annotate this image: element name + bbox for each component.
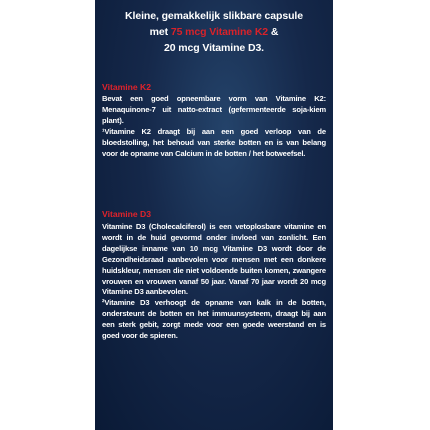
- headline-line-1: Kleine, gemakkelijk slikbare capsule: [125, 10, 303, 22]
- headline-k2-dose: 75 mcg Vitamine K2: [170, 26, 269, 38]
- k2-paragraph-2: ¹Vitamine K2 draagt bij aan een goed verloop van de bloedstolling, het behoud van sterke botten en is van belang voor de opname van Calcium in de botten / het botweefsel.: [102, 126, 326, 158]
- headline: [95, 8, 333, 56]
- section-body-d3: [102, 222, 326, 342]
- headline-line-2: [95, 24, 333, 40]
- d3-paragraph-2: ²Vitamine D3 verhoogt de opname van kalk in de botten, ondersteunt de botten en het immuunsysteem, draagt bij aan een sterk gebit, zorgt mede voor een goede weerstand en is goed voor de spieren.: [102, 298, 326, 341]
- d3-paragraph-1: Vitamine D3 (Cholecalciferol) is een vetoplosbare vitamine en wordt in de huid gevormd onder invloed van zonlicht. Een dagelijkse inname van 10 mcg Vitamine D3 wordt door de Gezondheidsraad aanbevolen voor mensen met een donkere huidskleur, mensen die niet voldoende buiten komen, zwangere vrouwen en vrouwen vanaf 50 jaar. Vanaf 70 jaar wordt 20 mcg Vitamine D3 aanbevolen.: [102, 222, 326, 297]
- headline-line-2-suffix: &: [268, 26, 279, 38]
- section-title-k2: Vitamine K2: [102, 82, 152, 92]
- headline-line-3: 20 mcg Vitamine D3.: [163, 42, 265, 54]
- k2-paragraph-1: Bevat een goed opneembare vorm van Vitamine K2: Menaquinone-7 uit natto-extract (gefermenteerde soja-kiem plant).: [102, 94, 326, 125]
- headline-line-2-prefix: met: [149, 26, 171, 38]
- section-body-k2: [102, 94, 326, 159]
- product-info-panel: [95, 0, 333, 430]
- section-title-d3: Vitamine D3: [102, 209, 152, 219]
